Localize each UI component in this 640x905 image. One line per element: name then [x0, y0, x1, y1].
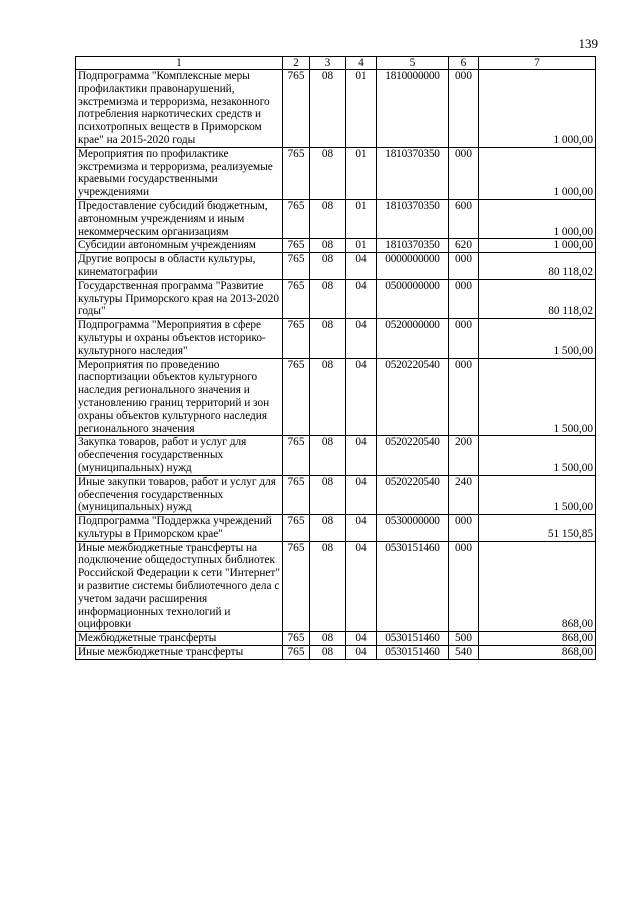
section-code-cell: 08: [310, 475, 346, 514]
target-article-cell: 0530151460: [377, 646, 449, 660]
subsection-code-cell: 04: [346, 279, 377, 318]
table-row: [76, 632, 596, 646]
table-row: [76, 646, 596, 660]
subsection-code-cell: 04: [346, 541, 377, 632]
ministry-code-cell: 765: [283, 541, 310, 632]
page-number: 139: [578, 36, 598, 51]
expense-type-cell: 600: [449, 199, 479, 238]
header-cell: 1: [76, 57, 283, 70]
expense-type-cell: 000: [449, 319, 479, 358]
expense-type-cell: 620: [449, 239, 479, 253]
table-row: [76, 253, 596, 280]
expense-type-cell: 000: [449, 253, 479, 280]
expense-type-cell: 000: [449, 147, 479, 199]
item-name-cell: Предоставление субсидий бюджетным, автономным учреждениям и иным некоммерческим организациям: [76, 199, 283, 238]
section-code-cell: 08: [310, 199, 346, 238]
target-article-cell: 0520000000: [377, 319, 449, 358]
item-name-cell: Иные межбюджетные трансферты на подключение общедоступных библиотек Российской Федерации к сети "Интернет" и развитие системы библиотечного дела с учетом задачи расширения информационных технологий и оцифровки: [76, 541, 283, 632]
expense-type-cell: 500: [449, 632, 479, 646]
target-article-cell: 1810370350: [377, 199, 449, 238]
ministry-code-cell: 765: [283, 319, 310, 358]
subsection-code-cell: 04: [346, 436, 377, 475]
subsection-code-cell: 04: [346, 358, 377, 436]
item-name-cell: Иные межбюджетные трансферты: [76, 646, 283, 660]
amount-cell: 80 118,02: [479, 253, 596, 280]
target-article-cell: 1810370350: [377, 147, 449, 199]
header-cell: 5: [377, 57, 449, 70]
ministry-code-cell: 765: [283, 70, 310, 148]
subsection-code-cell: 01: [346, 147, 377, 199]
section-code-cell: 08: [310, 319, 346, 358]
ministry-code-cell: 765: [283, 239, 310, 253]
amount-cell: 1 000,00: [479, 147, 596, 199]
table-row: [76, 199, 596, 238]
item-name-cell: Межбюджетные трансферты: [76, 632, 283, 646]
subsection-code-cell: 04: [346, 475, 377, 514]
ministry-code-cell: 765: [283, 475, 310, 514]
table-row: [76, 147, 596, 199]
amount-cell: 868,00: [479, 541, 596, 632]
table-body: [76, 57, 596, 660]
ministry-code-cell: 765: [283, 515, 310, 542]
expense-type-cell: 200: [449, 436, 479, 475]
table-row: [76, 515, 596, 542]
table-row: [76, 475, 596, 514]
ministry-code-cell: 765: [283, 358, 310, 436]
section-code-cell: 08: [310, 253, 346, 280]
amount-cell: 1 000,00: [479, 239, 596, 253]
section-code-cell: 08: [310, 632, 346, 646]
expense-type-cell: 000: [449, 279, 479, 318]
header-cell: 7: [479, 57, 596, 70]
ministry-code-cell: 765: [283, 199, 310, 238]
table-row: [76, 239, 596, 253]
amount-cell: 1 500,00: [479, 319, 596, 358]
amount-cell: 80 118,02: [479, 279, 596, 318]
section-code-cell: 08: [310, 646, 346, 660]
ministry-code-cell: 765: [283, 253, 310, 280]
target-article-cell: 0530151460: [377, 632, 449, 646]
item-name-cell: Мероприятия по профилактике экстремизма и терроризма, реализуемые краевыми государственными учреждениями: [76, 147, 283, 199]
ministry-code-cell: 765: [283, 646, 310, 660]
target-article-cell: 0000000000: [377, 253, 449, 280]
target-article-cell: 0520220540: [377, 358, 449, 436]
table-row: [76, 319, 596, 358]
ministry-code-cell: 765: [283, 632, 310, 646]
target-article-cell: 1810000000: [377, 70, 449, 148]
amount-cell: 868,00: [479, 646, 596, 660]
section-code-cell: 08: [310, 541, 346, 632]
subsection-code-cell: 01: [346, 239, 377, 253]
subsection-code-cell: 01: [346, 70, 377, 148]
item-name-cell: Субсидии автономным учреждениям: [76, 239, 283, 253]
amount-cell: 1 000,00: [479, 70, 596, 148]
table-header-row: [76, 57, 596, 70]
header-cell: 4: [346, 57, 377, 70]
subsection-code-cell: 01: [346, 199, 377, 238]
expense-type-cell: 000: [449, 358, 479, 436]
subsection-code-cell: 04: [346, 646, 377, 660]
section-code-cell: 08: [310, 279, 346, 318]
subsection-code-cell: 04: [346, 253, 377, 280]
table-row: [76, 279, 596, 318]
table-row: [76, 541, 596, 632]
ministry-code-cell: 765: [283, 147, 310, 199]
target-article-cell: 0530151460: [377, 541, 449, 632]
amount-cell: 51 150,85: [479, 515, 596, 542]
section-code-cell: 08: [310, 70, 346, 148]
target-article-cell: 0520220540: [377, 475, 449, 514]
subsection-code-cell: 04: [346, 632, 377, 646]
item-name-cell: Подпрограмма "Поддержка учреждений культуры в Приморском крае": [76, 515, 283, 542]
item-name-cell: Государственная программа "Развитие культуры Приморского края на 2013-2020 годы": [76, 279, 283, 318]
section-code-cell: 08: [310, 147, 346, 199]
subsection-code-cell: 04: [346, 515, 377, 542]
expense-type-cell: 240: [449, 475, 479, 514]
table-row: [76, 358, 596, 436]
expense-type-cell: 000: [449, 515, 479, 542]
budget-table: [75, 56, 596, 660]
item-name-cell: Закупка товаров, работ и услуг для обеспечения государственных (муниципальных) нужд: [76, 436, 283, 475]
ministry-code-cell: 765: [283, 279, 310, 318]
section-code-cell: 08: [310, 515, 346, 542]
item-name-cell: Подпрограмма "Комплексные меры профилактики правонарушений, экстремизма и терроризма, незаконного потребления наркотических средств и психотропных веществ в Приморском крае" на 2015-2020 годы: [76, 70, 283, 148]
item-name-cell: Иные закупки товаров, работ и услуг для обеспечения государственных (муниципальных) нужд: [76, 475, 283, 514]
amount-cell: 1 500,00: [479, 358, 596, 436]
amount-cell: 1 000,00: [479, 199, 596, 238]
target-article-cell: 0500000000: [377, 279, 449, 318]
table-row: [76, 70, 596, 148]
target-article-cell: 1810370350: [377, 239, 449, 253]
header-cell: 3: [310, 57, 346, 70]
amount-cell: 1 500,00: [479, 475, 596, 514]
expense-type-cell: 540: [449, 646, 479, 660]
section-code-cell: 08: [310, 358, 346, 436]
header-cell: 2: [283, 57, 310, 70]
section-code-cell: 08: [310, 239, 346, 253]
section-code-cell: 08: [310, 436, 346, 475]
amount-cell: 868,00: [479, 632, 596, 646]
header-cell: 6: [449, 57, 479, 70]
item-name-cell: Другие вопросы в области культуры, кинематографии: [76, 253, 283, 280]
item-name-cell: Мероприятия по проведению паспортизации объектов культурного наследия регионального значения и установлению границ территорий и зон охраны объектов культурного наследия регионального значения: [76, 358, 283, 436]
expense-type-cell: 000: [449, 541, 479, 632]
target-article-cell: 0530000000: [377, 515, 449, 542]
subsection-code-cell: 04: [346, 319, 377, 358]
item-name-cell: Подпрограмма "Мероприятия в сфере культуры и охраны объектов историко-культурного наследия": [76, 319, 283, 358]
expense-type-cell: 000: [449, 70, 479, 148]
table-row: [76, 436, 596, 475]
amount-cell: 1 500,00: [479, 436, 596, 475]
ministry-code-cell: 765: [283, 436, 310, 475]
target-article-cell: 0520220540: [377, 436, 449, 475]
